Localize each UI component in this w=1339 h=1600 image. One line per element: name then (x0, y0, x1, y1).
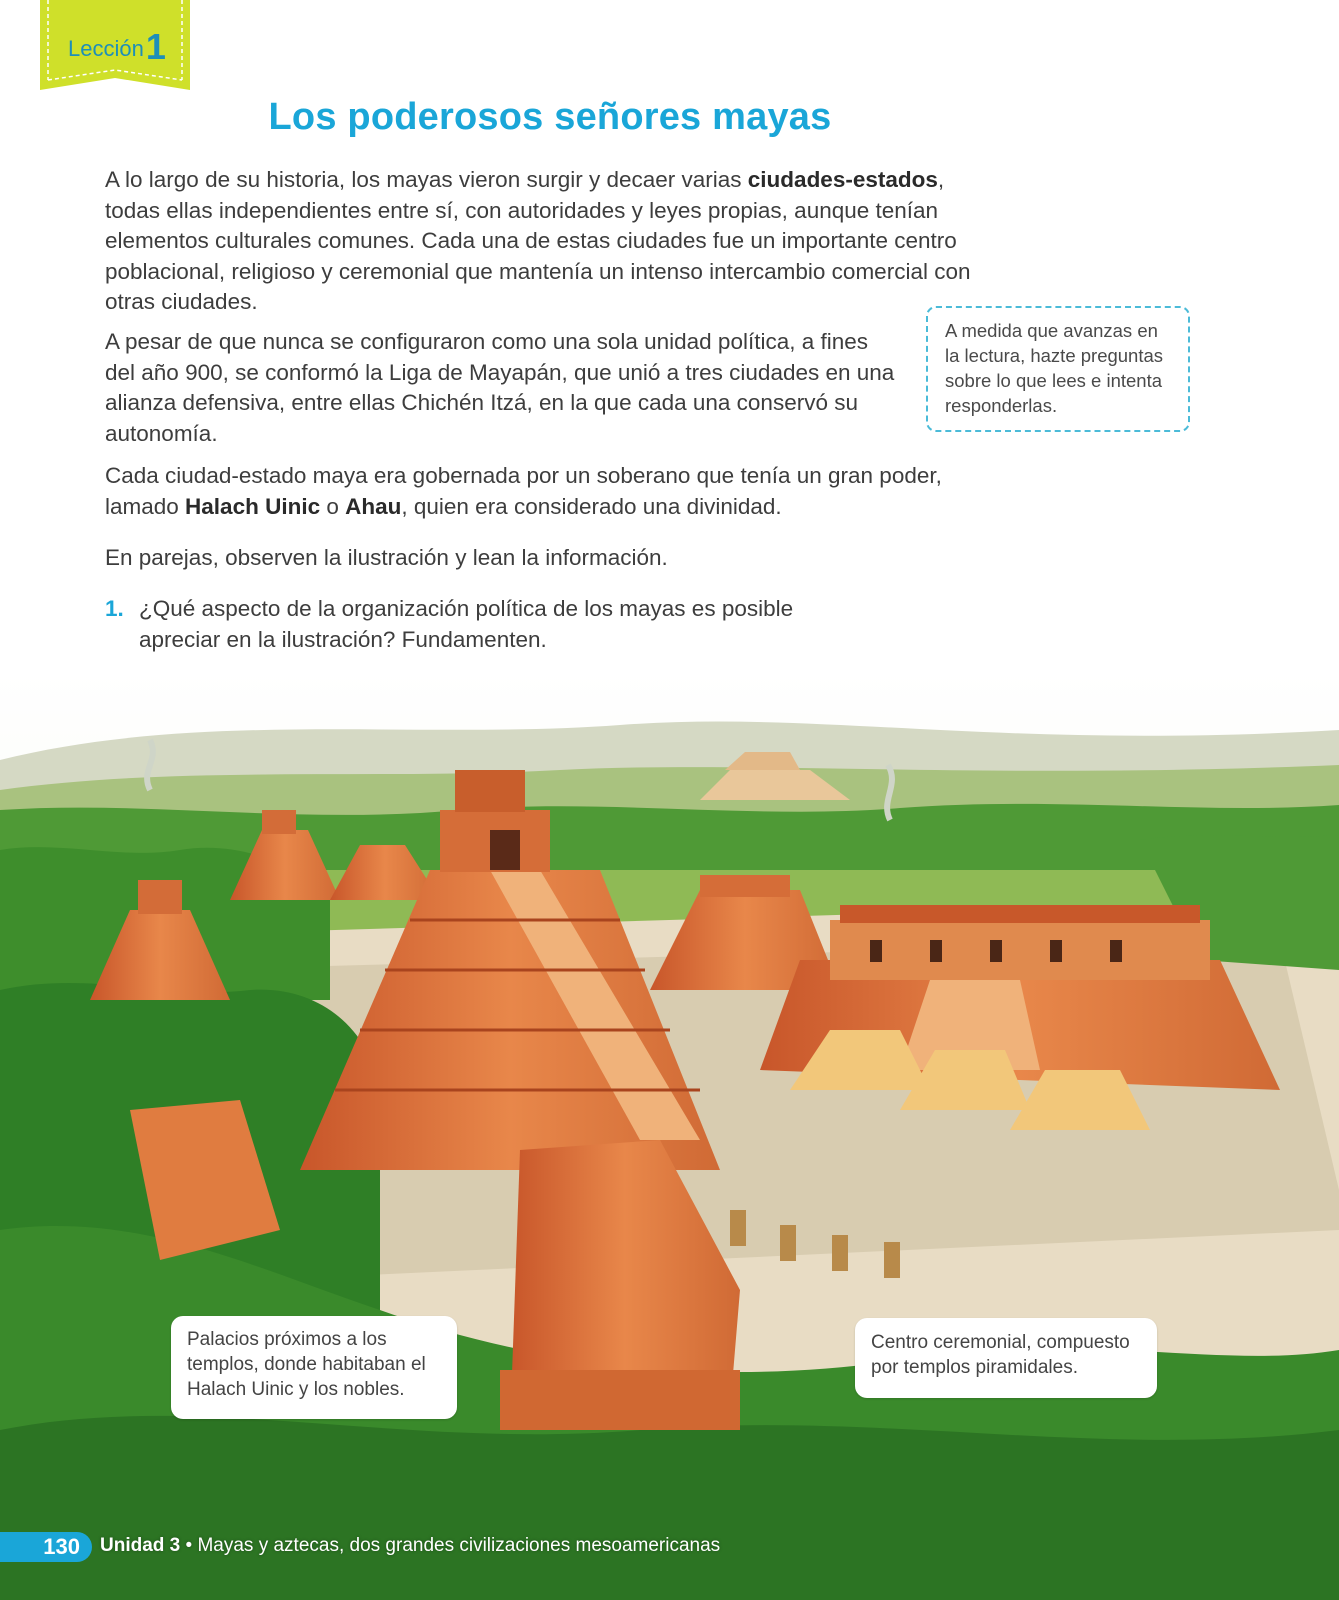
page-title: Los poderosos señores mayas (268, 96, 832, 138)
paragraph3-text: Cada ciudad-estado maya era gobernada por un soberano que tenía un gran poder, lamado (105, 463, 942, 519)
term-halach-uinic: Halach Uinic (185, 493, 321, 519)
term-ahau: Ahau (345, 493, 402, 519)
paragraph-rulers (105, 461, 1005, 522)
footer-unit-title (100, 1535, 720, 1557)
callout-palaces: Palacios próximos a los templos, donde habitaban el Halach Uinic y los nobles. (171, 1316, 457, 1419)
page-footer (0, 1532, 1339, 1562)
lesson-label (68, 26, 166, 68)
paragraph1-text: A lo largo de su historia, los mayas vieron surgir y decaer varias (105, 167, 748, 192)
paragraph3-text-end: , quien era considerado una divinidad. (401, 493, 782, 519)
question-number: 1. (105, 596, 124, 621)
callout-ceremonial-center: Centro ceremonial, compuesto por templos piramidales. (855, 1318, 1157, 1398)
page-number: 130 (0, 1532, 92, 1562)
question-text: ¿Qué aspecto de la organización política de los mayas es posible apreciar en la ilustración? Fundamenten. (139, 596, 794, 652)
maya-city-illustration (0, 670, 1339, 1600)
paragraph3-connector: o (320, 493, 346, 519)
footer-unit: Unidad 3 (100, 1535, 181, 1556)
activity-instruction: En parejas, observen la ilustración y lean la información. (105, 545, 668, 570)
paragraph-mayapan-league: A pesar de que nunca se configuraron como una sola unidad política, a fines del año 900, se conformó la Liga de Mayapán, que unió a tres ciudades en una alianza defensiva, entre ellas Chichén Itzá, en la que cada una conservó su autonomía. (105, 329, 895, 446)
lesson-ribbon (38, 0, 192, 90)
lesson-word: Lección (68, 36, 144, 61)
paragraph1-text-end: , todas ellas independientes entre sí, con autoridades y leyes propias, aunque tenían elementos culturales comunes. Cada una de estas ciudades fue un importante centro poblacional, religioso y ceremonial que mantenía un intenso intercambio comercial con otras ciudades. (105, 167, 971, 314)
footer-subtitle: Mayas y aztecas, dos grandes civilizaciones mesoamericanas (197, 1535, 721, 1556)
lesson-number: 1 (145, 26, 166, 67)
footer-bullet: • (180, 1535, 198, 1556)
term-city-states: ciudades-estados (747, 167, 938, 192)
question-1 (105, 594, 865, 655)
reading-tip-box: A medida que avanzas en la lectura, hazte preguntas sobre lo que lees e intenta responderlas. (926, 306, 1190, 432)
paragraph-city-states (105, 165, 1005, 318)
